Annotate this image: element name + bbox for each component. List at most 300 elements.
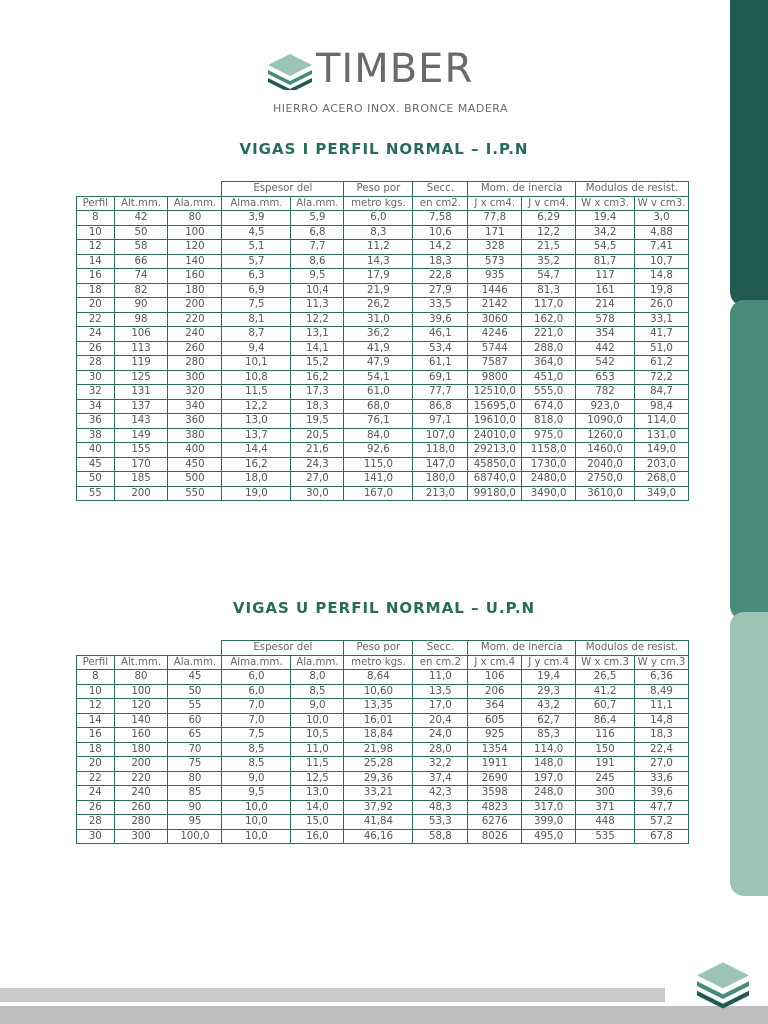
group-header-peso: Peso por <box>344 641 413 656</box>
table-cell: 364 <box>468 699 522 714</box>
table-cell: 500 <box>168 472 222 487</box>
table-cell: 14 <box>77 713 115 728</box>
brand-tagline: HIERRO ACERO INOX. BRONCE MADERA <box>273 102 508 115</box>
table-cell: 147,0 <box>413 457 468 472</box>
footer-bar-bottom <box>0 1006 768 1024</box>
table-cell: 11,3 <box>291 298 344 313</box>
table-row <box>77 670 689 685</box>
table-cell: 58 <box>114 240 168 255</box>
table-cell: 4,88 <box>635 225 689 240</box>
table-cell: 371 <box>576 800 635 815</box>
table-cell: 53,3 <box>413 815 468 830</box>
table-row <box>77 684 689 699</box>
table-cell: 11,0 <box>291 742 344 757</box>
table-cell: 1730,0 <box>522 457 576 472</box>
table-cell: 220 <box>168 312 222 327</box>
table-cell: 6,8 <box>291 225 344 240</box>
table-cell: 18,3 <box>635 728 689 743</box>
table-cell: 24 <box>77 786 115 801</box>
table-cell: 450 <box>168 457 222 472</box>
table-cell: 95 <box>168 815 222 830</box>
table-cell: 3,9 <box>222 211 291 226</box>
column-header: W x cm3. <box>576 196 635 211</box>
table-cell: 117 <box>576 269 635 284</box>
table-cell: 37,4 <box>413 771 468 786</box>
group-header-secc: Secc. <box>413 641 468 656</box>
table-cell: 160 <box>114 728 168 743</box>
table-cell: 66 <box>114 254 168 269</box>
column-header: Alt.mm. <box>114 196 168 211</box>
column-header: J y cm.4 <box>522 655 576 670</box>
table-cell: 935 <box>468 269 522 284</box>
table-cell: 15695,0 <box>468 399 522 414</box>
table-header-row <box>77 196 689 211</box>
table-cell: 975,0 <box>522 428 576 443</box>
table-row <box>77 800 689 815</box>
table-cell: 50 <box>77 472 115 487</box>
table-cell: 8,3 <box>344 225 413 240</box>
column-header: en cm2. <box>413 196 468 211</box>
table-cell: 7,5 <box>222 728 291 743</box>
table-cell: 7,58 <box>413 211 468 226</box>
table-cell: 80 <box>168 211 222 226</box>
table-cell: 9,0 <box>222 771 291 786</box>
table-cell: 13,0 <box>222 414 291 429</box>
table-cell: 550 <box>168 486 222 501</box>
table-row <box>77 298 689 313</box>
column-header: Alt.mm. <box>114 655 168 670</box>
table-cell: 140 <box>114 713 168 728</box>
table-cell: 98,4 <box>635 399 689 414</box>
table-cell: 8,5 <box>222 742 291 757</box>
table-cell: 20 <box>77 757 115 772</box>
table-cell: 14,1 <box>291 341 344 356</box>
table-cell: 67,8 <box>635 829 689 844</box>
table-cell: 34,2 <box>576 225 635 240</box>
table-cell: 12510,0 <box>468 385 522 400</box>
table-cell: 143 <box>114 414 168 429</box>
table-row <box>77 829 689 844</box>
table-cell: 50 <box>114 225 168 240</box>
table-cell: 160 <box>168 269 222 284</box>
table-cell: 120 <box>168 240 222 255</box>
table-cell: 29,36 <box>344 771 413 786</box>
column-header: Ala.mm. <box>291 655 344 670</box>
table-cell: 131,0 <box>635 428 689 443</box>
table-cell: 653 <box>576 370 635 385</box>
table-cell: 7,5 <box>222 298 291 313</box>
table-cell: 10,0 <box>291 713 344 728</box>
table-cell: 220 <box>114 771 168 786</box>
table-cell: 25,28 <box>344 757 413 772</box>
table-cell: 180 <box>114 742 168 757</box>
table-cell: 30 <box>77 829 115 844</box>
table-cell: 90 <box>114 298 168 313</box>
table-cell: 13,7 <box>222 428 291 443</box>
column-header: W y cm.3 <box>635 655 689 670</box>
table-cell: 76,1 <box>344 414 413 429</box>
table-cell: 925 <box>468 728 522 743</box>
table-cell: 360 <box>168 414 222 429</box>
table-cell: 100 <box>114 684 168 699</box>
table-cell: 19,4 <box>576 211 635 226</box>
table-cell: 16,2 <box>222 457 291 472</box>
table-cell: 8,0 <box>291 670 344 685</box>
table-row <box>77 399 689 414</box>
group-header-secc: Secc. <box>413 182 468 197</box>
table-cell: 5,7 <box>222 254 291 269</box>
table-cell: 10,0 <box>222 800 291 815</box>
table-cell: 221,0 <box>522 327 576 342</box>
table-cell: 92,6 <box>344 443 413 458</box>
table-cell: 155 <box>114 443 168 458</box>
table-row <box>77 486 689 501</box>
ipn-table <box>76 181 689 501</box>
table-cell: 300 <box>576 786 635 801</box>
table-cell: 19,5 <box>291 414 344 429</box>
table-row <box>77 443 689 458</box>
table-cell: 97,1 <box>413 414 468 429</box>
table-cell: 72,2 <box>635 370 689 385</box>
table-cell: 24,3 <box>291 457 344 472</box>
column-header: Ala.mm. <box>168 655 222 670</box>
table-cell: 77,8 <box>468 211 522 226</box>
column-header: Alma.mm. <box>222 655 291 670</box>
table-cell: 26,5 <box>576 670 635 685</box>
layers-stack-icon <box>268 54 312 90</box>
table-cell: 10,6 <box>413 225 468 240</box>
table-cell: 495,0 <box>522 829 576 844</box>
table-cell: 75 <box>168 757 222 772</box>
table-cell: 22 <box>77 771 115 786</box>
table-cell: 42,3 <box>413 786 468 801</box>
table-cell: 19610,0 <box>468 414 522 429</box>
table-cell: 36 <box>77 414 115 429</box>
table-cell: 2040,0 <box>576 457 635 472</box>
table-cell: 10,7 <box>635 254 689 269</box>
table-cell: 26,2 <box>344 298 413 313</box>
table-cell: 20,4 <box>413 713 468 728</box>
table-cell: 4,5 <box>222 225 291 240</box>
table-cell: 535 <box>576 829 635 844</box>
table-cell: 41,84 <box>344 815 413 830</box>
table-cell: 15,2 <box>291 356 344 371</box>
footer-bar <box>0 988 665 1002</box>
table-cell: 317,0 <box>522 800 576 815</box>
table-cell: 60 <box>168 713 222 728</box>
table-cell: 6,0 <box>222 684 291 699</box>
table-cell: 10 <box>77 225 115 240</box>
table-cell: 3490,0 <box>522 486 576 501</box>
table-cell: 33,6 <box>635 771 689 786</box>
table-cell: 68740,0 <box>468 472 522 487</box>
table-cell: 21,6 <box>291 443 344 458</box>
table-row <box>77 269 689 284</box>
table-cell: 84,0 <box>344 428 413 443</box>
table-cell: 4246 <box>468 327 522 342</box>
table-cell: 131 <box>114 385 168 400</box>
table-cell: 280 <box>168 356 222 371</box>
table-cell: 288,0 <box>522 341 576 356</box>
upn-title: VIGAS U PERFIL NORMAL – U.P.N <box>232 599 536 617</box>
ipn-table-body <box>77 211 689 501</box>
table-cell: 200 <box>114 757 168 772</box>
table-cell: 3610,0 <box>576 486 635 501</box>
table-cell: 1460,0 <box>576 443 635 458</box>
table-cell: 27,9 <box>413 283 468 298</box>
table-cell: 10,4 <box>291 283 344 298</box>
group-header-espesor: Espesor del <box>222 182 344 197</box>
table-cell: 53,4 <box>413 341 468 356</box>
table-row <box>77 240 689 255</box>
table-cell: 36,2 <box>344 327 413 342</box>
table-cell: 45 <box>168 670 222 685</box>
table-group-header-row <box>77 641 689 656</box>
table-cell: 33,1 <box>635 312 689 327</box>
table-cell: 85 <box>168 786 222 801</box>
table-cell: 61,2 <box>635 356 689 371</box>
table-cell: 150 <box>576 742 635 757</box>
table-cell: 300 <box>168 370 222 385</box>
table-cell: 5,1 <box>222 240 291 255</box>
table-cell: 10,1 <box>222 356 291 371</box>
table-row <box>77 254 689 269</box>
table-cell: 70 <box>168 742 222 757</box>
table-cell: 106 <box>114 327 168 342</box>
table-cell: 14 <box>77 254 115 269</box>
table-cell: 81,3 <box>522 283 576 298</box>
table-cell: 85,3 <box>522 728 576 743</box>
table-cell: 6276 <box>468 815 522 830</box>
group-header-modulos: Modulos de resist. <box>576 641 689 656</box>
group-header-espesor: Espesor del <box>222 641 344 656</box>
table-cell: 13,5 <box>413 684 468 699</box>
table-cell: 37,92 <box>344 800 413 815</box>
table-cell: 14,0 <box>291 800 344 815</box>
table-cell: 30,0 <box>291 486 344 501</box>
table-cell: 9,5 <box>291 269 344 284</box>
brand-name: TIMBER <box>316 46 474 92</box>
table-cell: 8,49 <box>635 684 689 699</box>
table-cell: 22 <box>77 312 115 327</box>
table-cell: 167,0 <box>344 486 413 501</box>
table-cell: 171 <box>468 225 522 240</box>
table-cell: 185 <box>114 472 168 487</box>
table-cell: 11,5 <box>222 385 291 400</box>
table-cell: 364,0 <box>522 356 576 371</box>
table-cell: 27,0 <box>291 472 344 487</box>
table-cell: 542 <box>576 356 635 371</box>
table-cell: 81,7 <box>576 254 635 269</box>
table-cell: 137 <box>114 399 168 414</box>
table-cell: 12,5 <box>291 771 344 786</box>
layers-stack-icon <box>697 962 749 1010</box>
table-row <box>77 728 689 743</box>
table-row <box>77 771 689 786</box>
table-cell: 8,6 <box>291 254 344 269</box>
table-cell: 47,7 <box>635 800 689 815</box>
table-row <box>77 327 689 342</box>
upn-table <box>76 640 689 844</box>
table-cell: 1260,0 <box>576 428 635 443</box>
table-cell: 7,0 <box>222 713 291 728</box>
table-cell: 118,0 <box>413 443 468 458</box>
table-cell: 2142 <box>468 298 522 313</box>
table-cell: 6,9 <box>222 283 291 298</box>
table-cell: 10,8 <box>222 370 291 385</box>
table-cell: 17,3 <box>291 385 344 400</box>
table-cell: 13,35 <box>344 699 413 714</box>
table-cell: 300 <box>114 829 168 844</box>
column-header: J v cm4. <box>522 196 576 211</box>
table-cell: 245 <box>576 771 635 786</box>
table-cell: 99180,0 <box>468 486 522 501</box>
table-cell: 11,1 <box>635 699 689 714</box>
table-cell: 120 <box>114 699 168 714</box>
table-cell: 8026 <box>468 829 522 844</box>
column-header: J x cm.4 <box>468 655 522 670</box>
table-cell: 54,7 <box>522 269 576 284</box>
table-cell: 14,8 <box>635 713 689 728</box>
table-cell: 113 <box>114 341 168 356</box>
table-cell: 21,98 <box>344 742 413 757</box>
table-cell: 54,1 <box>344 370 413 385</box>
table-cell: 19,4 <box>522 670 576 685</box>
table-row <box>77 225 689 240</box>
table-cell: 33,5 <box>413 298 468 313</box>
table-cell: 18,84 <box>344 728 413 743</box>
table-cell: 26 <box>77 800 115 815</box>
table-cell: 50 <box>168 684 222 699</box>
table-cell: 119 <box>114 356 168 371</box>
table-cell: 26,0 <box>635 298 689 313</box>
table-cell: 1911 <box>468 757 522 772</box>
table-row <box>77 757 689 772</box>
group-header-inercia: Mom. de inercia <box>468 641 576 656</box>
table-cell: 573 <box>468 254 522 269</box>
table-cell: 2480,0 <box>522 472 576 487</box>
table-row <box>77 341 689 356</box>
table-cell: 14,8 <box>635 269 689 284</box>
table-cell: 27,0 <box>635 757 689 772</box>
table-cell: 54,5 <box>576 240 635 255</box>
table-cell: 8 <box>77 211 115 226</box>
ipn-title: VIGAS I PERFIL NORMAL – I.P.N <box>239 140 529 158</box>
table-cell: 9,0 <box>291 699 344 714</box>
table-cell: 6,36 <box>635 670 689 685</box>
table-cell: 55 <box>77 486 115 501</box>
table-cell: 12 <box>77 240 115 255</box>
table-cell: 197,0 <box>522 771 576 786</box>
table-cell: 11,2 <box>344 240 413 255</box>
table-cell: 80 <box>168 771 222 786</box>
table-cell: 100,0 <box>168 829 222 844</box>
table-cell: 32,2 <box>413 757 468 772</box>
table-cell: 117,0 <box>522 298 576 313</box>
table-cell: 21,9 <box>344 283 413 298</box>
table-cell: 180,0 <box>413 472 468 487</box>
table-cell: 148,0 <box>522 757 576 772</box>
table-row <box>77 428 689 443</box>
table-cell: 18 <box>77 283 115 298</box>
table-cell: 213,0 <box>413 486 468 501</box>
table-cell: 31,0 <box>344 312 413 327</box>
table-cell: 12 <box>77 699 115 714</box>
table-cell: 16 <box>77 728 115 743</box>
table-header-row <box>77 655 689 670</box>
table-cell: 380 <box>168 428 222 443</box>
table-cell: 55 <box>168 699 222 714</box>
table-cell: 7,7 <box>291 240 344 255</box>
table-cell: 29213,0 <box>468 443 522 458</box>
table-cell: 18 <box>77 742 115 757</box>
table-cell: 10 <box>77 684 115 699</box>
table-row <box>77 283 689 298</box>
table-cell: 9,4 <box>222 341 291 356</box>
table-cell: 46,16 <box>344 829 413 844</box>
column-header: Ala.mm. <box>291 196 344 211</box>
table-cell: 86,4 <box>576 713 635 728</box>
table-cell: 33,21 <box>344 786 413 801</box>
table-cell: 42 <box>114 211 168 226</box>
table-cell: 1446 <box>468 283 522 298</box>
table-cell: 46,1 <box>413 327 468 342</box>
table-cell: 11,0 <box>413 670 468 685</box>
table-cell: 354 <box>576 327 635 342</box>
column-header: J x cm4. <box>468 196 522 211</box>
group-header-inercia: Mom. de inercia <box>468 182 576 197</box>
table-cell: 340 <box>168 399 222 414</box>
table-cell: 41,2 <box>576 684 635 699</box>
table-cell: 84,7 <box>635 385 689 400</box>
table-cell: 451,0 <box>522 370 576 385</box>
table-cell: 320 <box>168 385 222 400</box>
table-cell: 9800 <box>468 370 522 385</box>
table-cell: 448 <box>576 815 635 830</box>
table-cell: 28,0 <box>413 742 468 757</box>
table-cell: 43,2 <box>522 699 576 714</box>
table-cell: 14,3 <box>344 254 413 269</box>
table-cell: 268,0 <box>635 472 689 487</box>
table-cell: 16,01 <box>344 713 413 728</box>
table-cell: 69,1 <box>413 370 468 385</box>
table-cell: 200 <box>114 486 168 501</box>
table-cell: 41,9 <box>344 341 413 356</box>
table-cell: 107,0 <box>413 428 468 443</box>
table-cell: 3060 <box>468 312 522 327</box>
table-cell: 8,1 <box>222 312 291 327</box>
table-cell: 16,2 <box>291 370 344 385</box>
table-cell: 19,0 <box>222 486 291 501</box>
table-cell: 782 <box>576 385 635 400</box>
table-cell: 240 <box>114 786 168 801</box>
table-cell: 20,5 <box>291 428 344 443</box>
table-row <box>77 472 689 487</box>
table-row <box>77 356 689 371</box>
table-cell: 149,0 <box>635 443 689 458</box>
group-header-peso: Peso por <box>344 182 413 197</box>
table-cell: 45 <box>77 457 115 472</box>
table-cell: 12,2 <box>522 225 576 240</box>
table-cell: 10,60 <box>344 684 413 699</box>
table-cell: 61,0 <box>344 385 413 400</box>
table-cell: 115,0 <box>344 457 413 472</box>
table-row <box>77 414 689 429</box>
table-cell: 7587 <box>468 356 522 371</box>
table-cell: 48,3 <box>413 800 468 815</box>
table-cell: 180 <box>168 283 222 298</box>
brand-logo <box>268 46 508 120</box>
